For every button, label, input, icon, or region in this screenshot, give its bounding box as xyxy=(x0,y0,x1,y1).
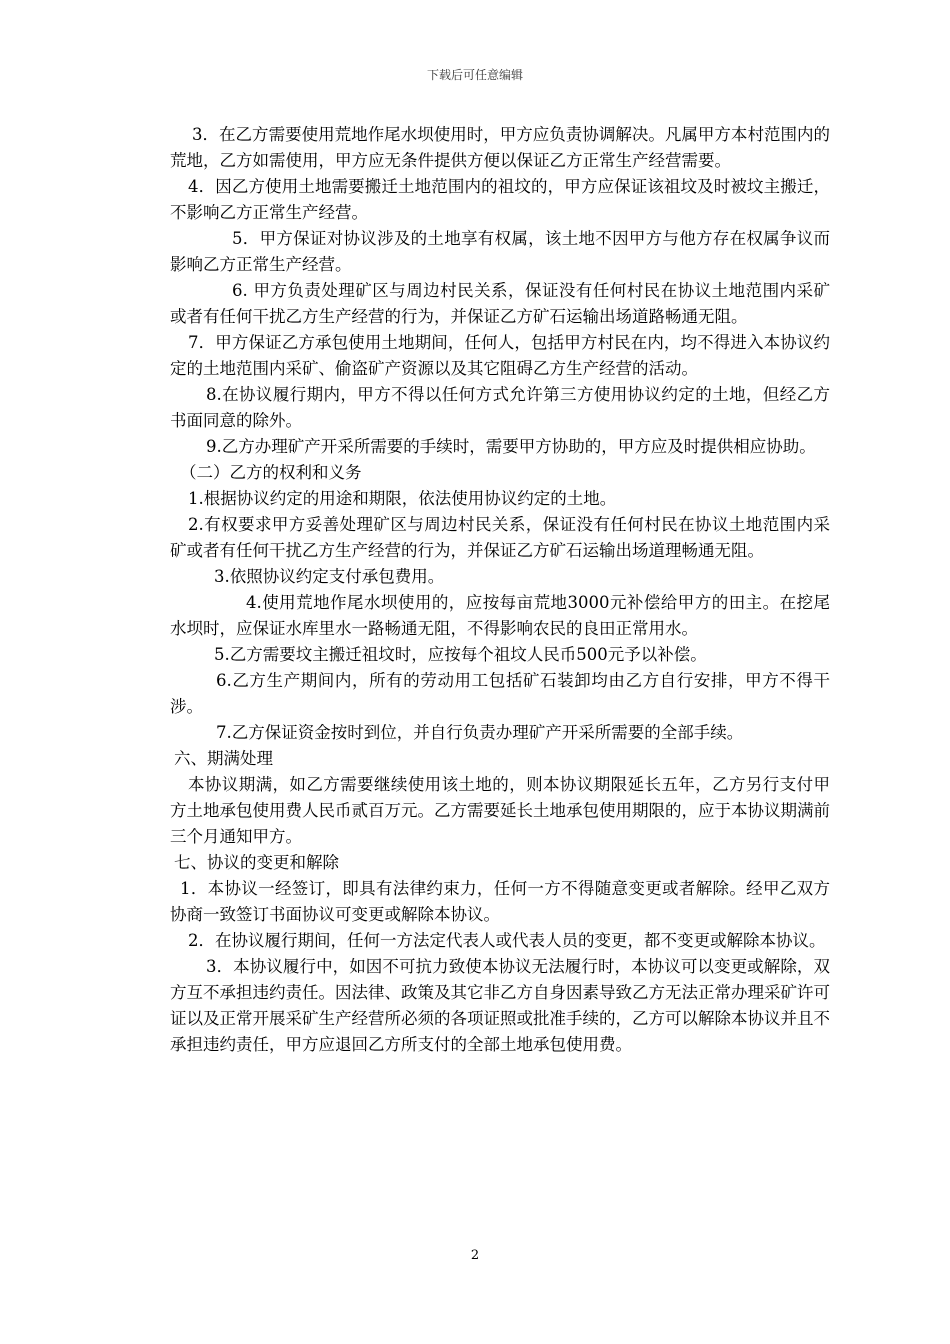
paragraph: （二）乙方的权利和义务 xyxy=(180,463,362,482)
paragraph: 5．甲方保证对协议涉及的土地享有权属，该土地不因甲方与他方存在权属争议而影响乙方正常生产经营。 xyxy=(170,229,830,274)
paragraph: 3．在乙方需要使用荒地作尾水坝使用时，甲方应负责协调解决。凡属甲方本村范围内的荒地，乙方如需使用，甲方应无条件提供方便以保证乙方正常生产经营需要。 xyxy=(170,125,830,170)
paragraph: 6. 甲方负责处理矿区与周边村民关系，保证没有任何村民在协议土地范围内采矿或者有任何干扰乙方生产经营的行为，并保证乙方矿石运输出场道路畅通无阻。 xyxy=(170,281,830,326)
paragraph: 3．本协议履行中，如因不可抗力致使本协议无法履行时，本协议可以变更或解除，双方互不承担违约责任。因法律、政策及其它非乙方自身因素导致乙方无法正常办理采矿许可证以及正常开展采矿生产经营所必须的各项证照或批准手续的，乙方可以解除本协议并且不承担违约责任，甲方应退回乙方所支付的全部土地承包使用费。 xyxy=(170,957,830,1054)
document-body xyxy=(170,122,830,1058)
paragraph: 6.乙方生产期间内，所有的劳动用工包括矿石装卸均由乙方自行安排，甲方不得干涉。 xyxy=(170,671,830,716)
paragraph: 7．甲方保证乙方承包使用土地期间，任何人，包括甲方村民在内，均不得进入本协议约定的土地范围内采矿、偷盗矿产资源以及其它阻碍乙方生产经营的活动。 xyxy=(170,333,830,378)
paragraph: 七、协议的变更和解除 xyxy=(174,853,339,872)
paragraph: 4．因乙方使用土地需要搬迁土地范围内的祖坟的，甲方应保证该祖坟及时被坟主搬迁，不影响乙方正常生产经营。 xyxy=(170,177,830,222)
paragraph: 2.有权要求甲方妥善处理矿区与周边村民关系，保证没有任何村民在协议土地范围内采矿或者有任何干扰乙方生产经营的行为，并保证乙方矿石运输出场道理畅通无阻。 xyxy=(170,515,830,560)
paragraph: 1.根据协议约定的用途和期限，依法使用协议约定的土地。 xyxy=(188,489,617,508)
paragraph: 9.乙方办理矿产开采所需要的手续时，需要甲方协助的，甲方应及时提供相应协助。 xyxy=(206,437,816,456)
page-header: 下载后可任意编辑 xyxy=(426,68,523,82)
paragraph: 4.使用荒地作尾水坝使用的，应按每亩荒地3000元补偿给甲方的田主。在挖尾水坝时，应保证水库里水一路畅通无阻，不得影响农民的良田正常用水。 xyxy=(170,593,830,638)
paragraph: 3.依照协议约定支付承包费用。 xyxy=(214,567,445,586)
paragraph: 本协议期满，如乙方需要继续使用该土地的，则本协议期限延长五年，乙方另行支付甲方土地承包使用费人民币贰百万元。乙方需要延长土地承包使用期限的，应于本协议期满前三个月通知甲方。 xyxy=(170,775,830,846)
page-number: 2 xyxy=(470,1248,480,1263)
paragraph: 六、期满处理 xyxy=(174,749,273,768)
paragraph: 5.乙方需要坟主搬迁祖坟时，应按每个祖坟人民币500元予以补偿。 xyxy=(214,645,707,664)
paragraph: 7.乙方保证资金按时到位，并自行负责办理矿产开采所需要的全部手续。 xyxy=(216,723,744,742)
paragraph: 8.在协议履行期内，甲方不得以任何方式允许第三方使用协议约定的土地，但经乙方书面同意的除外。 xyxy=(170,385,830,430)
paragraph: 2．在协议履行期间，任何一方法定代表人或代表人员的变更，都不变更或解除本协议。 xyxy=(188,931,826,950)
paragraph: 1．本协议一经签订，即具有法律约束力，任何一方不得随意变更或者解除。经甲乙双方协商一致签订书面协议可变更或解除本协议。 xyxy=(170,879,830,924)
